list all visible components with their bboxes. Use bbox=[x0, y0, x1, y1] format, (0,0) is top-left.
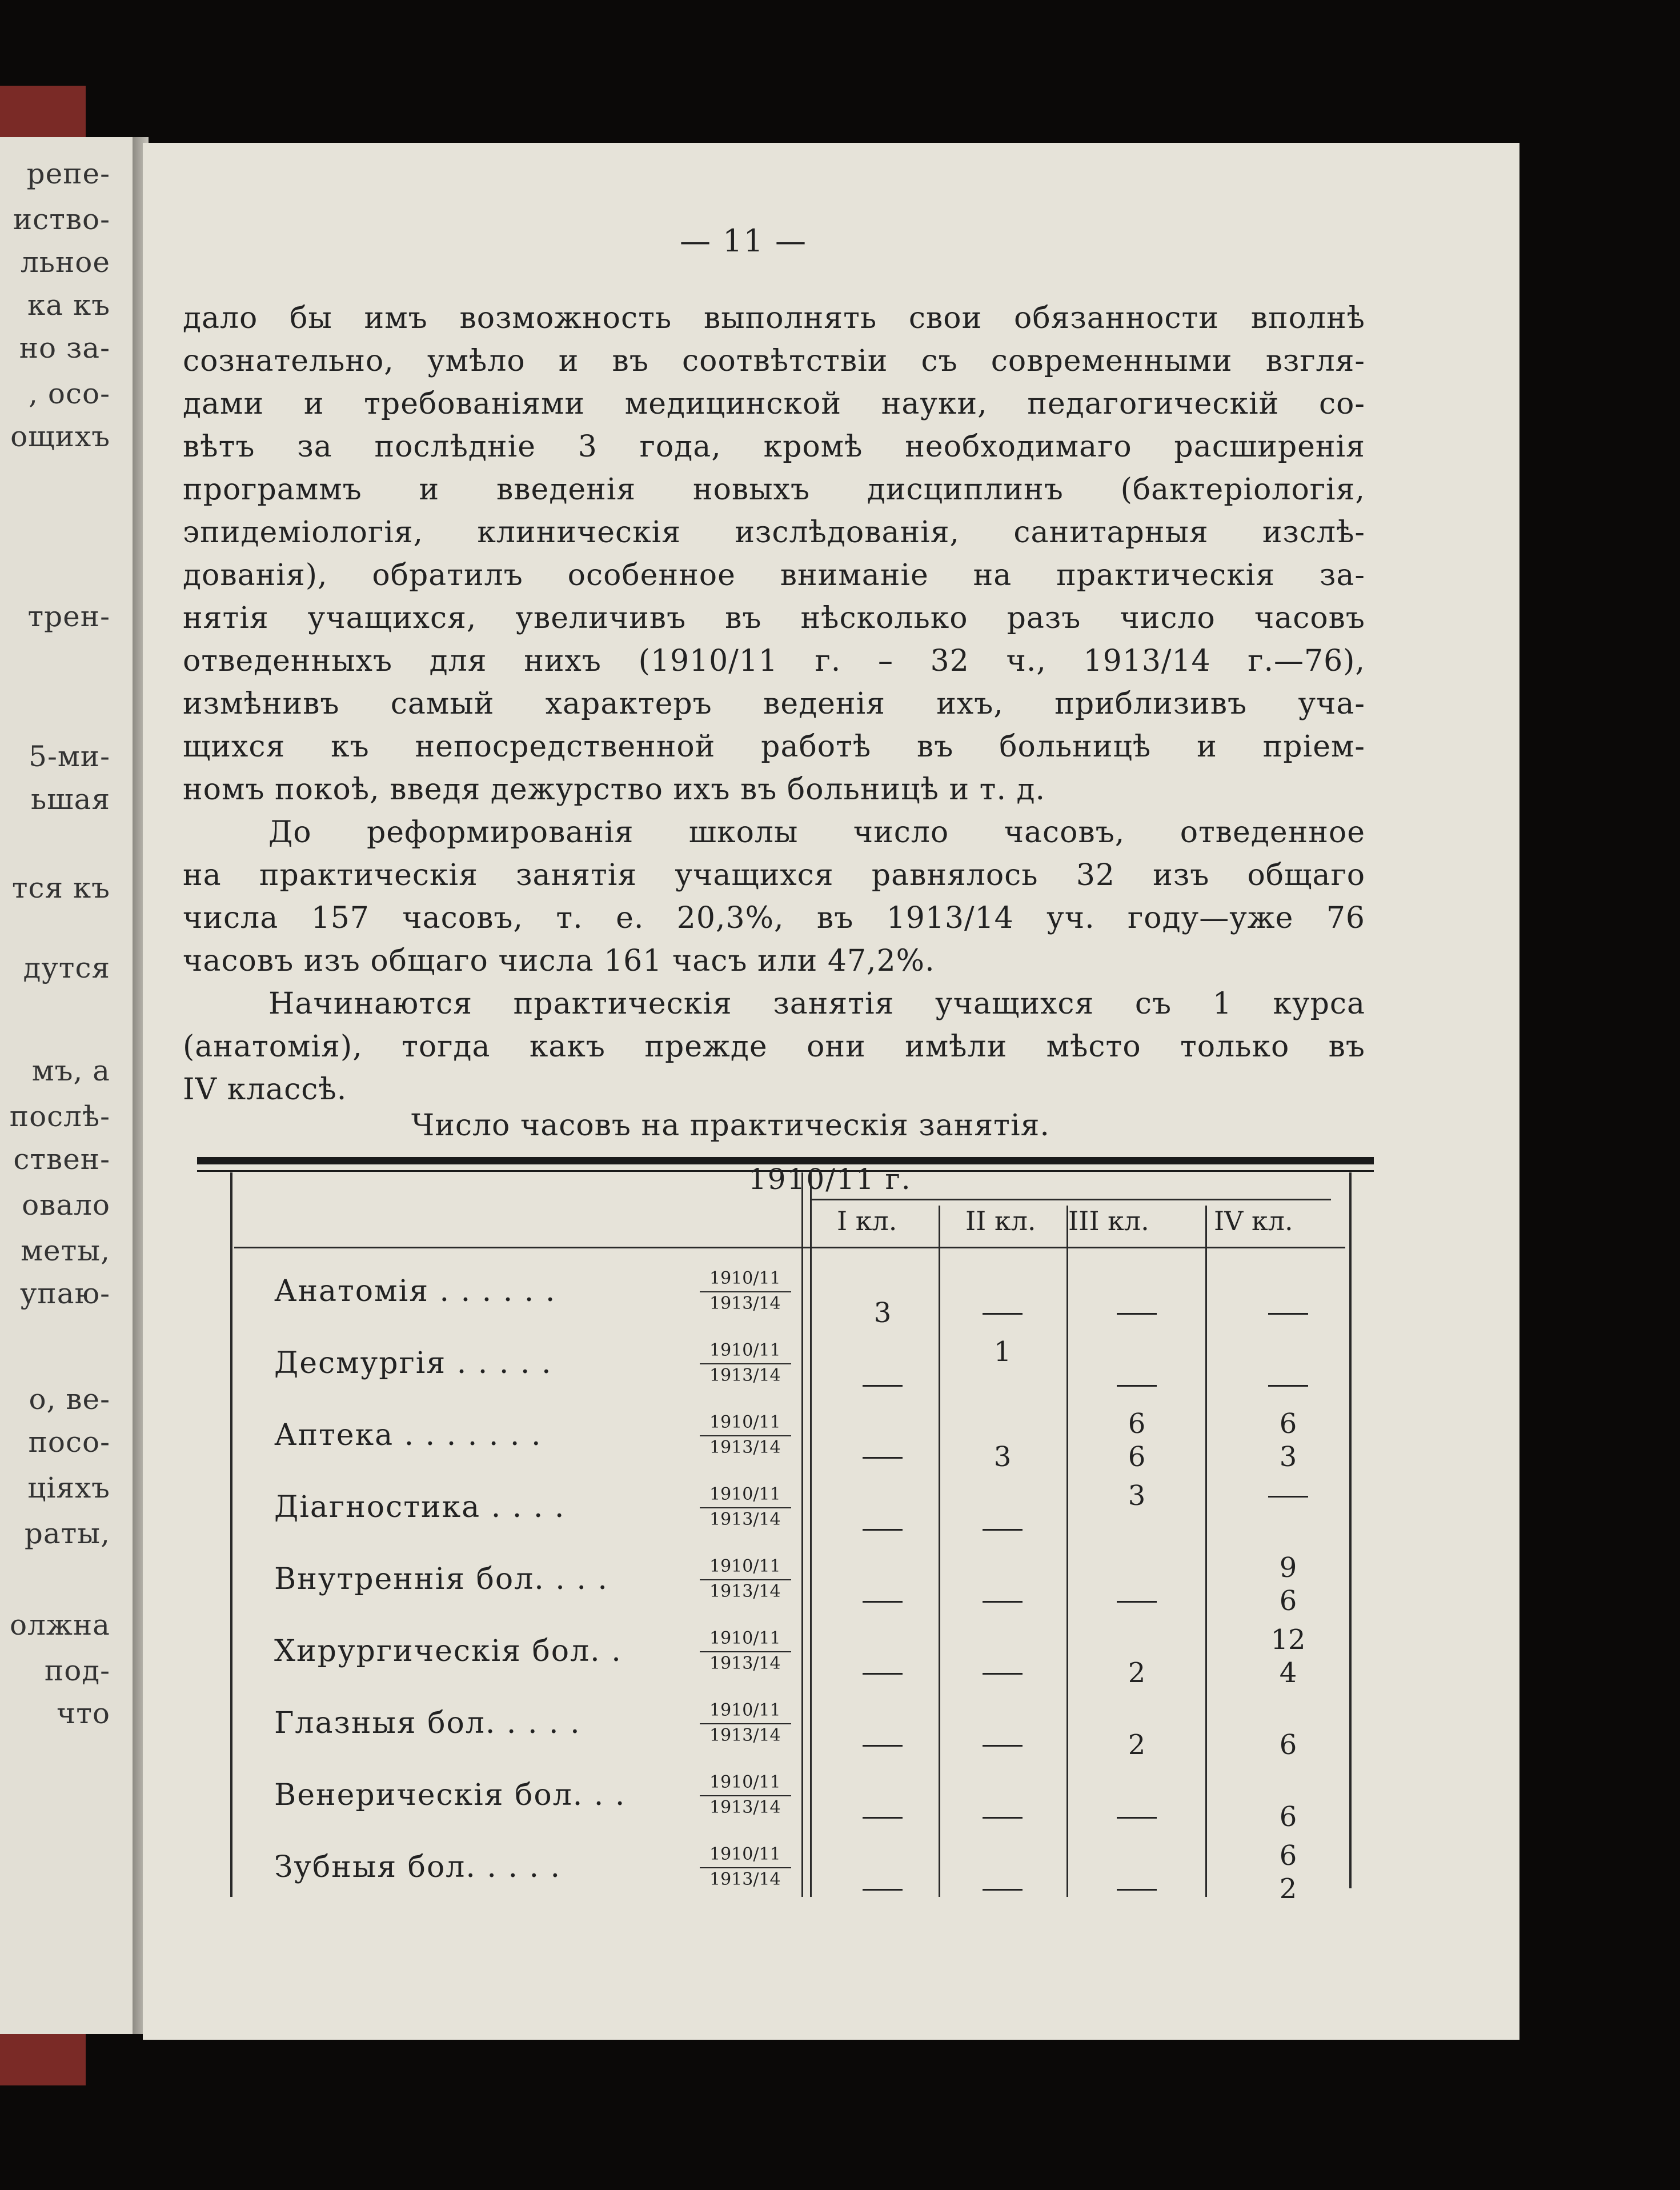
text-line: (анатомія), тогда какъ прежде они имѣли мѣсто только въ bbox=[183, 1030, 1365, 1064]
value-cell: 6 bbox=[1128, 1408, 1146, 1440]
text-line: программъ и введенія новыхъ дисциплинъ (бактеріологія, bbox=[183, 473, 1365, 507]
left-page-fragment: но за- bbox=[19, 331, 110, 365]
dash-cell bbox=[983, 1889, 1023, 1891]
year-label: 1910/11 bbox=[709, 1700, 781, 1720]
dash-cell bbox=[863, 1601, 903, 1603]
value-cell: 6 bbox=[1279, 1408, 1297, 1440]
text-line: дало бы имъ возможность выполнять свои обязанности вполнѣ bbox=[183, 301, 1365, 335]
row-label: Внутреннія бол. . . . bbox=[274, 1562, 608, 1596]
left-page-fragment: иство- bbox=[13, 203, 110, 236]
row-label: Хирургическія бол. . bbox=[274, 1634, 622, 1668]
year-label: 1910/11 bbox=[709, 1844, 781, 1864]
class-header: IV кл. bbox=[1214, 1206, 1293, 1236]
row-label: Десмургія . . . . . bbox=[274, 1346, 552, 1380]
text-line: на практическія занятія учащихся равнялось 32 изъ общаго bbox=[183, 858, 1365, 892]
table-horizontal-rule bbox=[700, 1363, 791, 1364]
dash-cell bbox=[1268, 1313, 1308, 1315]
dash-cell bbox=[863, 1529, 903, 1531]
value-cell: 9 bbox=[1279, 1552, 1297, 1584]
left-page-fragment: трен- bbox=[27, 600, 110, 633]
year-label: 1913/14 bbox=[709, 1510, 781, 1530]
table-caption: Число часовъ на практическія занятія. bbox=[411, 1108, 1050, 1143]
row-label: Анатомія . . . . . . bbox=[274, 1274, 556, 1308]
dash-cell bbox=[983, 1817, 1023, 1819]
year-label: 1910/11 bbox=[709, 1772, 781, 1792]
text-line: До реформированія школы число часовъ, отведенное bbox=[268, 815, 1365, 850]
dash-cell bbox=[983, 1601, 1023, 1603]
value-cell: 6 bbox=[1279, 1729, 1297, 1761]
value-cell: 3 bbox=[993, 1441, 1012, 1473]
left-page-fragment: ка къ bbox=[27, 289, 110, 322]
value-cell: 3 bbox=[1128, 1480, 1146, 1512]
left-page-fragment: послѣ- bbox=[9, 1100, 110, 1133]
text-line: нятія учащихся, увеличивъ въ нѣсколько разъ число часовъ bbox=[183, 601, 1365, 635]
left-page-fragment: ціяхъ bbox=[27, 1471, 110, 1504]
value-cell: 3 bbox=[1279, 1441, 1297, 1473]
value-cell: 3 bbox=[873, 1297, 892, 1329]
table-vertical-rule bbox=[230, 1172, 232, 1897]
table-horizontal-rule bbox=[811, 1199, 1331, 1200]
table-horizontal-rule bbox=[700, 1291, 791, 1292]
year-label: 1910/11 bbox=[709, 1628, 781, 1648]
left-page-fragment: 5-ми- bbox=[29, 740, 110, 773]
text-line: Начинаются практическія занятія учащихся съ 1 курса bbox=[268, 987, 1365, 1021]
dash-cell bbox=[1117, 1601, 1157, 1603]
left-page-fragment: репе- bbox=[26, 157, 110, 190]
table-vertical-rule bbox=[810, 1172, 812, 1897]
dash-cell bbox=[1268, 1385, 1308, 1387]
value-cell: 6 bbox=[1279, 1585, 1297, 1617]
dash-cell bbox=[863, 1817, 903, 1819]
value-cell: 4 bbox=[1279, 1657, 1297, 1689]
text-line: щихся къ непосредственной работѣ въ больницѣ и пріем- bbox=[183, 730, 1365, 764]
value-cell: 2 bbox=[1128, 1657, 1146, 1689]
dash-cell bbox=[1268, 1496, 1308, 1498]
page-number: — 11 — bbox=[680, 223, 808, 259]
text-line: IV классѣ. bbox=[183, 1072, 347, 1107]
left-page-fragment: тся къ bbox=[11, 871, 110, 904]
table-horizontal-rule bbox=[700, 1507, 791, 1508]
dash-cell bbox=[863, 1673, 903, 1675]
row-label: Зубныя бол. . . . . bbox=[274, 1850, 562, 1884]
table-vertical-rule bbox=[1066, 1206, 1068, 1897]
text-line: часовъ изъ общаго числа 161 часъ или 47,2%. bbox=[183, 944, 935, 978]
class-header: I кл. bbox=[837, 1206, 897, 1236]
table-vertical-rule bbox=[1349, 1172, 1352, 1888]
left-page-fragment: овало bbox=[22, 1188, 110, 1222]
year-label: 1910/11 bbox=[709, 1556, 781, 1576]
left-page-fragment: мъ, а bbox=[31, 1054, 110, 1087]
dash-cell bbox=[983, 1313, 1023, 1315]
row-label: Венерическія бол. . . bbox=[274, 1778, 626, 1812]
class-header: III кл. bbox=[1068, 1206, 1149, 1236]
dash-cell bbox=[983, 1529, 1023, 1531]
dash-cell bbox=[983, 1745, 1023, 1747]
left-page-fragment: упаю- bbox=[20, 1277, 110, 1310]
year-label: 1910/11 bbox=[709, 1340, 781, 1360]
row-label: Діагностика . . . . bbox=[274, 1490, 566, 1524]
table-horizontal-rule bbox=[700, 1795, 791, 1796]
text-line: номъ покоѣ, введя дежурство ихъ въ больницѣ и т. д. bbox=[183, 772, 1046, 807]
class-header: II кл. bbox=[965, 1206, 1036, 1236]
year-label: 1913/14 bbox=[709, 1582, 781, 1602]
year-label: 1913/14 bbox=[709, 1725, 781, 1745]
table-horizontal-rule bbox=[700, 1435, 791, 1436]
table-vertical-rule bbox=[1205, 1206, 1207, 1897]
value-cell: 6 bbox=[1279, 1840, 1297, 1872]
text-line: вѣтъ за послѣдніе 3 года, кромѣ необходимаго расширенія bbox=[183, 430, 1365, 464]
left-page-fragment: раты, bbox=[24, 1517, 110, 1550]
left-page-fragment: под- bbox=[44, 1654, 110, 1687]
left-page-fragment: , осо- bbox=[29, 377, 110, 410]
table-horizontal-rule bbox=[700, 1651, 791, 1652]
left-page bbox=[0, 137, 140, 2034]
year-label: 1913/14 bbox=[709, 1438, 781, 1458]
dash-cell bbox=[1117, 1889, 1157, 1891]
table-horizontal-rule bbox=[234, 1247, 1345, 1248]
table-vertical-rule bbox=[939, 1206, 940, 1897]
value-cell: 6 bbox=[1279, 1801, 1297, 1833]
row-label: Аптека . . . . . . . bbox=[274, 1418, 542, 1452]
text-line: числа 157 часовъ, т. е. 20,3%, въ 1913/14 уч. году—уже 76 bbox=[183, 901, 1365, 935]
value-cell: 2 bbox=[1279, 1873, 1297, 1905]
year-label: 1913/14 bbox=[709, 1366, 781, 1386]
left-page-fragment: льное bbox=[20, 246, 110, 279]
table-horizontal-rule bbox=[700, 1867, 791, 1868]
text-line: измѣнивъ самый характеръ веденія ихъ, приблизивъ уча- bbox=[183, 687, 1365, 721]
year-label: 1913/14 bbox=[709, 1653, 781, 1673]
left-page-fragment: ощихъ bbox=[10, 420, 110, 453]
table-horizontal-rule bbox=[700, 1723, 791, 1724]
year-label: 1910/11 bbox=[709, 1484, 781, 1504]
left-page-fragment: ьшая bbox=[30, 783, 110, 816]
left-page-fragment: олжна bbox=[10, 1608, 110, 1642]
value-cell: 2 bbox=[1128, 1729, 1146, 1761]
text-line: сознательно, умѣло и въ соотвѣтствіи съ современными взгля- bbox=[183, 344, 1365, 378]
row-label: Глазныя бол. . . . . bbox=[274, 1706, 581, 1740]
value-cell: 1 bbox=[993, 1336, 1012, 1368]
year-label: 1910/11 bbox=[709, 1412, 781, 1432]
dash-cell bbox=[1117, 1385, 1157, 1387]
value-cell: 12 bbox=[1270, 1624, 1306, 1656]
body-text bbox=[183, 297, 1365, 1111]
table-horizontal-rule bbox=[700, 1579, 791, 1580]
dash-cell bbox=[983, 1673, 1023, 1675]
year-header: 1910/11 г. bbox=[748, 1163, 912, 1196]
left-page-fragment: посо- bbox=[28, 1426, 110, 1459]
value-cell: 6 bbox=[1128, 1441, 1146, 1473]
dash-cell bbox=[1117, 1817, 1157, 1819]
year-label: 1913/14 bbox=[709, 1869, 781, 1889]
dash-cell bbox=[863, 1745, 903, 1747]
text-line: дованія), обратилъ особенное вниманіе на практическія за- bbox=[183, 558, 1365, 592]
dash-cell bbox=[863, 1457, 903, 1459]
year-label: 1913/14 bbox=[709, 1797, 781, 1817]
left-page-fragment: ствен- bbox=[13, 1143, 110, 1176]
year-label: 1913/14 bbox=[709, 1294, 781, 1314]
dash-cell bbox=[863, 1385, 903, 1387]
text-line: отведенныхъ для нихъ (1910/11 г. – 32 ч., 1913/14 г.—76), bbox=[183, 644, 1365, 678]
left-page-fragment: что bbox=[57, 1697, 110, 1730]
dash-cell bbox=[863, 1889, 903, 1891]
left-page-fragment: меты, bbox=[21, 1234, 110, 1267]
left-page-fragment: о, ве- bbox=[29, 1383, 110, 1416]
table-vertical-rule bbox=[801, 1172, 803, 1897]
text-line: дами и требованіями медицинской науки, педагогическій со- bbox=[183, 387, 1365, 421]
dash-cell bbox=[1117, 1313, 1157, 1315]
year-label: 1910/11 bbox=[709, 1268, 781, 1288]
text-line: эпидеміологія, клиническія изслѣдованія, санитарныя изслѣ- bbox=[183, 515, 1365, 550]
left-page-fragment: дутся bbox=[23, 951, 110, 984]
